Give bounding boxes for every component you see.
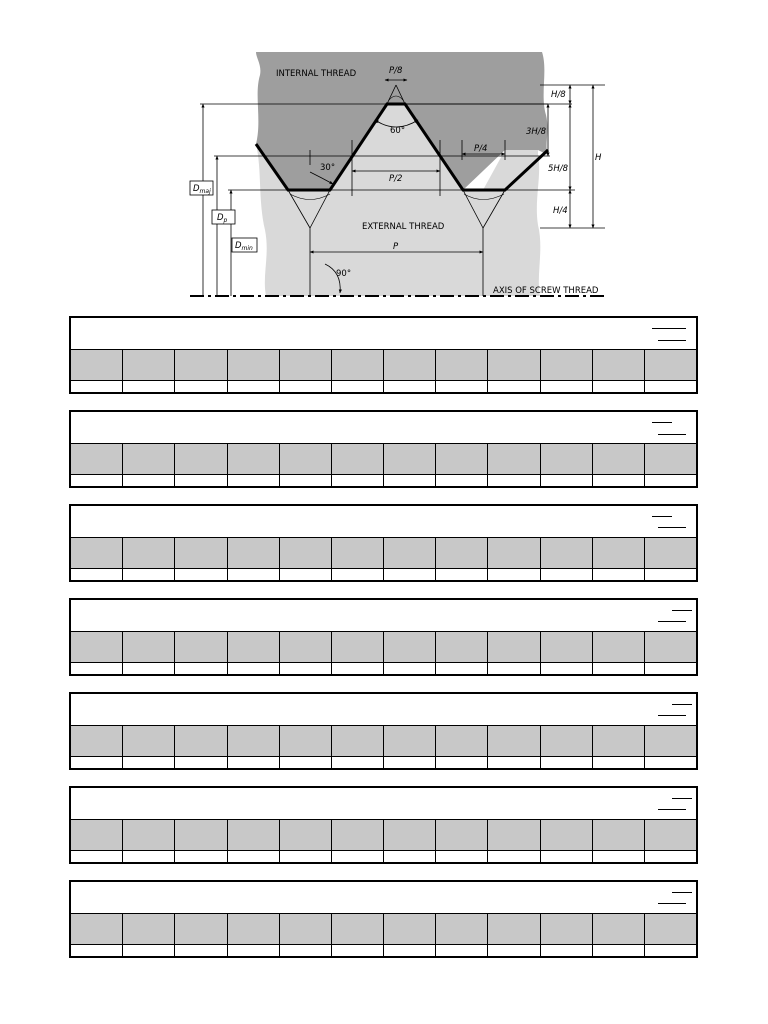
table-header-cell	[227, 632, 279, 662]
thread-table	[69, 410, 698, 488]
table-cell	[174, 851, 226, 862]
table-cell	[435, 475, 487, 486]
table-cell	[174, 569, 226, 580]
table-cell	[227, 663, 279, 674]
table-cell	[227, 569, 279, 580]
table-header-cell	[174, 538, 226, 568]
svg-text:Dp: $D_p$	[217, 213, 228, 224]
table-header-row	[71, 726, 696, 757]
table-header-cell	[331, 726, 383, 756]
table-title-row	[71, 882, 696, 913]
table-cell	[71, 663, 122, 674]
table-cell	[227, 757, 279, 768]
thread-table	[69, 880, 698, 958]
table-grid	[71, 819, 696, 862]
internal-thread-label: INTERNAL THREAD	[276, 69, 357, 79]
table-cell	[644, 381, 696, 392]
table-header-cell	[592, 632, 644, 662]
table-cell	[383, 945, 435, 956]
table-title-row	[71, 694, 696, 725]
table-header-cell	[540, 538, 592, 568]
table-header-cell	[279, 914, 331, 944]
table-cell	[644, 851, 696, 862]
table-cell	[540, 381, 592, 392]
table-cell	[174, 663, 226, 674]
table-header-cell	[487, 538, 539, 568]
table-header-cell	[331, 444, 383, 474]
thread-table	[69, 316, 698, 394]
table-row	[71, 851, 696, 862]
table-cell	[279, 663, 331, 674]
table-header-cell	[174, 632, 226, 662]
table-header-cell	[383, 914, 435, 944]
table-cell	[279, 945, 331, 956]
table-cell	[540, 945, 592, 956]
table-header-cell	[279, 726, 331, 756]
h5-8-label: 5H/8	[548, 164, 569, 174]
table-row	[71, 757, 696, 768]
p4-label: P/4	[474, 144, 488, 154]
p2-label: P/2	[389, 174, 403, 184]
external-thread-label: EXTERNAL THREAD	[362, 222, 445, 232]
table-header-cell	[435, 632, 487, 662]
table-cell	[644, 757, 696, 768]
table-cell	[383, 663, 435, 674]
table-header-cell	[435, 914, 487, 944]
table-cell	[435, 757, 487, 768]
table-cell	[487, 663, 539, 674]
table-cell	[331, 569, 383, 580]
table-header-cell	[435, 350, 487, 380]
table-header-cell	[174, 726, 226, 756]
table-header-row	[71, 820, 696, 851]
table-cell	[435, 663, 487, 674]
table-cell	[592, 475, 644, 486]
table-header-cell	[331, 632, 383, 662]
table-cell	[71, 945, 122, 956]
table-header-cell	[71, 726, 122, 756]
table-header-cell	[644, 820, 696, 850]
p-label: P	[393, 242, 399, 252]
table-header-cell	[435, 820, 487, 850]
table-header-row	[71, 350, 696, 381]
table-header-cell	[331, 820, 383, 850]
table-header-cell	[227, 350, 279, 380]
table-header-cell	[122, 350, 174, 380]
table-row	[71, 663, 696, 674]
table-cell	[644, 663, 696, 674]
table-cell	[487, 381, 539, 392]
table-header-cell	[279, 538, 331, 568]
table-cell	[174, 381, 226, 392]
table-header-cell	[122, 632, 174, 662]
table-cell	[71, 757, 122, 768]
table-cell	[279, 569, 331, 580]
table-header-cell	[227, 726, 279, 756]
table-header-cell	[435, 726, 487, 756]
table-cell	[174, 757, 226, 768]
table-grid	[71, 349, 696, 392]
table-header-cell	[174, 914, 226, 944]
table-cell	[279, 851, 331, 862]
table-header-cell	[71, 632, 122, 662]
table-cell	[435, 851, 487, 862]
table-header-cell	[279, 350, 331, 380]
table-cell	[487, 945, 539, 956]
table-cell	[435, 569, 487, 580]
table-cell	[71, 381, 122, 392]
table-cell	[227, 475, 279, 486]
table-cell	[383, 569, 435, 580]
dmaj-label	[190, 181, 213, 195]
table-cell	[644, 475, 696, 486]
table-header-cell	[227, 914, 279, 944]
table-header-cell	[487, 820, 539, 850]
table-cell	[71, 475, 122, 486]
table-cell	[487, 757, 539, 768]
table-header-cell	[174, 820, 226, 850]
thread-table	[69, 692, 698, 770]
table-cell	[331, 757, 383, 768]
table-title-row	[71, 506, 696, 537]
table-header-cell	[279, 632, 331, 662]
table-cell	[592, 757, 644, 768]
table-header-cell	[540, 820, 592, 850]
table-title-row	[71, 600, 696, 631]
table-header-cell	[383, 632, 435, 662]
table-row	[71, 381, 696, 392]
table-cell	[644, 945, 696, 956]
table-cell	[383, 851, 435, 862]
table-cell	[592, 945, 644, 956]
table-header-cell	[71, 538, 122, 568]
table-header-cell	[174, 444, 226, 474]
table-header-row	[71, 444, 696, 475]
table-cell	[174, 945, 226, 956]
table-header-cell	[71, 914, 122, 944]
table-header-cell	[383, 350, 435, 380]
table-cell	[435, 381, 487, 392]
table-cell	[383, 475, 435, 486]
table-cell	[122, 851, 174, 862]
table-header-cell	[331, 350, 383, 380]
table-cell	[71, 851, 122, 862]
table-cell	[540, 569, 592, 580]
table-cell	[71, 569, 122, 580]
h8-label: H/8	[551, 90, 566, 100]
table-header-cell	[592, 914, 644, 944]
angle-30-label: 30°	[320, 163, 336, 173]
table-cell	[383, 381, 435, 392]
svg-text:Dmin: $D_{min}$	[235, 241, 253, 252]
table-cell	[279, 757, 331, 768]
dp-label	[212, 210, 235, 224]
table-cell	[487, 851, 539, 862]
table-header-cell	[383, 444, 435, 474]
table-header-cell	[592, 726, 644, 756]
table-header-cell	[122, 726, 174, 756]
table-header-row	[71, 538, 696, 569]
table-header-cell	[540, 350, 592, 380]
table-header-cell	[540, 444, 592, 474]
table-header-cell	[644, 726, 696, 756]
table-header-cell	[487, 350, 539, 380]
table-header-cell	[122, 444, 174, 474]
table-title-row	[71, 318, 696, 349]
table-grid	[71, 913, 696, 956]
table-cell	[331, 663, 383, 674]
angle-90-label: 90°	[336, 269, 352, 279]
table-cell	[331, 851, 383, 862]
thread-profile-diagram	[0, 0, 768, 310]
table-header-cell	[71, 350, 122, 380]
thread-table	[69, 504, 698, 582]
table-header-cell	[487, 914, 539, 944]
table-grid	[71, 443, 696, 486]
table-cell	[279, 381, 331, 392]
table-cell	[540, 663, 592, 674]
table-header-cell	[227, 820, 279, 850]
p8-label: P/8	[389, 66, 403, 76]
table-header-cell	[383, 820, 435, 850]
table-header-cell	[644, 538, 696, 568]
table-header-cell	[122, 820, 174, 850]
thread-table	[69, 786, 698, 864]
table-header-cell	[487, 726, 539, 756]
table-grid	[71, 631, 696, 674]
table-cell	[644, 569, 696, 580]
table-header-cell	[174, 350, 226, 380]
table-row	[71, 569, 696, 580]
table-header-cell	[592, 820, 644, 850]
table-header-cell	[644, 632, 696, 662]
table-cell	[122, 569, 174, 580]
table-header-cell	[227, 444, 279, 474]
table-grid	[71, 725, 696, 768]
table-cell	[592, 381, 644, 392]
h-label: H	[595, 153, 602, 163]
table-cell	[592, 663, 644, 674]
table-header-cell	[122, 914, 174, 944]
table-header-cell	[487, 632, 539, 662]
table-header-cell	[540, 632, 592, 662]
table-cell	[122, 475, 174, 486]
table-cell	[227, 851, 279, 862]
table-header-cell	[435, 444, 487, 474]
table-header-cell	[592, 444, 644, 474]
table-cell	[540, 475, 592, 486]
angle-60-label: 60°	[390, 126, 406, 136]
table-cell	[227, 381, 279, 392]
thread-table	[69, 598, 698, 676]
table-header-cell	[592, 538, 644, 568]
table-cell	[592, 851, 644, 862]
svg-text:Dmaj: $D_{maj}$	[193, 184, 211, 195]
table-header-cell	[279, 444, 331, 474]
table-cell	[122, 757, 174, 768]
table-cell	[279, 475, 331, 486]
table-cell	[174, 475, 226, 486]
table-cell	[122, 381, 174, 392]
table-cell	[592, 569, 644, 580]
table-header-cell	[644, 350, 696, 380]
dmin-label	[232, 238, 257, 252]
h4-label: H/4	[553, 206, 568, 216]
table-header-cell	[227, 538, 279, 568]
table-row	[71, 945, 696, 956]
table-row	[71, 475, 696, 486]
table-header-cell	[71, 820, 122, 850]
axis-label: AXIS OF SCREW THREAD	[493, 286, 599, 296]
table-header-cell	[331, 538, 383, 568]
table-cell	[487, 569, 539, 580]
table-cell	[331, 945, 383, 956]
table-header-cell	[592, 350, 644, 380]
table-title-row	[71, 788, 696, 819]
table-cell	[227, 945, 279, 956]
table-header-cell	[435, 538, 487, 568]
h3-8-label: 3H/8	[526, 127, 547, 137]
table-cell	[540, 757, 592, 768]
table-header-cell	[487, 444, 539, 474]
table-grid	[71, 537, 696, 580]
table-header-cell	[644, 444, 696, 474]
table-cell	[122, 945, 174, 956]
table-cell	[435, 945, 487, 956]
table-header-cell	[540, 914, 592, 944]
table-header-row	[71, 914, 696, 945]
table-cell	[331, 381, 383, 392]
table-cell	[122, 663, 174, 674]
table-cell	[331, 475, 383, 486]
table-cell	[383, 757, 435, 768]
table-header-cell	[540, 726, 592, 756]
table-cell	[540, 851, 592, 862]
table-header-cell	[644, 914, 696, 944]
table-header-cell	[71, 444, 122, 474]
table-header-cell	[383, 726, 435, 756]
table-title-row	[71, 412, 696, 443]
table-header-cell	[122, 538, 174, 568]
table-header-cell	[331, 914, 383, 944]
table-cell	[487, 475, 539, 486]
table-header-cell	[383, 538, 435, 568]
table-header-row	[71, 632, 696, 663]
table-header-cell	[279, 820, 331, 850]
